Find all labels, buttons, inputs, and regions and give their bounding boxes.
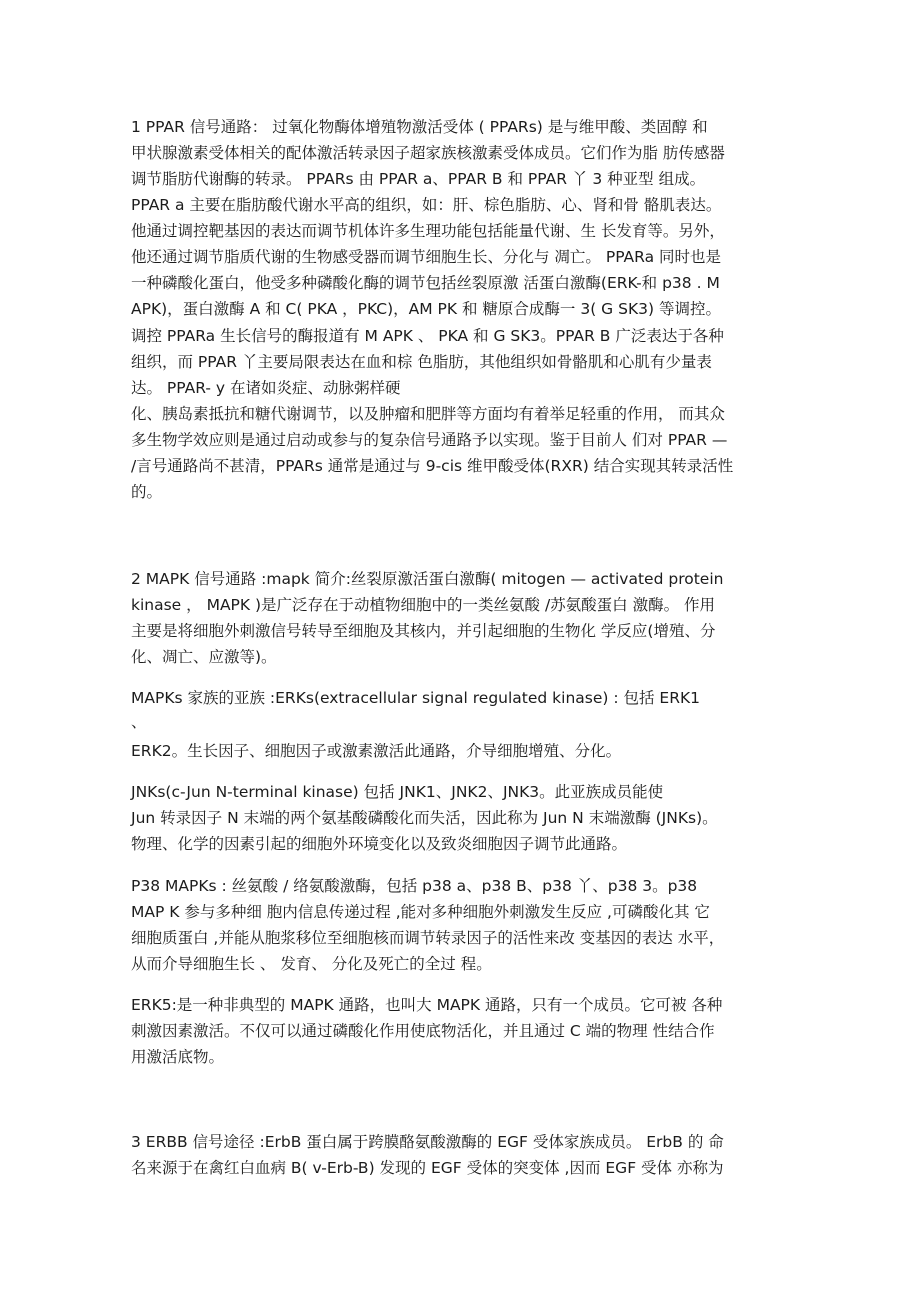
text-line: kinase ， MAPK )是广泛存在于动植物细胞中的一类丝氨酸 /苏氨酸蛋白 激酶。 作用	[131, 596, 716, 614]
text-line: 他通过调控靶基因的表达而调节机体许多生理功能包括能量代谢、生 长发育等。另外，	[131, 222, 725, 240]
text-line: 从而介导细胞生长 、 发育、 分化及死亡的全过 程。	[131, 955, 492, 973]
text-line: 达。 PPAR- y 在诸如炎症、动脉粥样硬	[131, 379, 401, 397]
text-line: /言号通路尚不甚清，PPARs 通常是通过与 9-cis 维甲酸受体(RXR) 结合实现其转录活性	[131, 457, 734, 475]
text-line: 化、凋亡、应激等)。	[131, 648, 277, 666]
text-line: 1 PPAR 信号通路： 过氧化物酶体增殖物激活受体 ( PPARs) 是与维甲酸、类固醇 和	[131, 118, 708, 136]
text-line: ERK5:是一种非典型的 MAPK 通路，也叫大 MAPK 通路，只有一个成员。它可被 各种	[131, 996, 723, 1014]
text-line: JNKs(c-Jun N-terminal kinase) 包括 JNK1、JNK2、JNK3。此亚族成员能使	[131, 783, 664, 801]
text-line: 一种磷酸化蛋白，他受多种磷酸化酶的调节包括丝裂原激 活蛋白激酶(ERK-和 p38 . M	[131, 274, 720, 292]
text-line: 调节脂肪代谢酶的转录。 PPARs 由 PPAR a、PPAR B 和 PPAR 丫 3 种亚型 组成。	[131, 170, 706, 188]
text-line: 用激活底物。	[131, 1048, 225, 1066]
text-line: Jun 转录因子 N 末端的两个氨基酸磷酸化而失活，因此称为 Jun N 末端激酶 (JNKs)。	[131, 809, 718, 827]
text-line: 刺激因素激活。不仅可以通过磷酸化作用使底物活化，并且通过 C 端的物理 性结合作	[131, 1022, 715, 1040]
text-line: 的。	[131, 483, 163, 501]
text-line: 物理、化学的因素引起的细胞外环境变化以及致炎细胞因子调节此通路。	[131, 835, 628, 853]
text-line: 组织，而 PPAR 丫主要局限表达在血和棕 色脂肪，其他组织如骨骼肌和心肌有少量表	[131, 353, 712, 371]
text-line: 多生物学效应则是通过启动或参与的复杂信号通路予以实现。鉴于目前人 们对 PPAR —	[131, 431, 728, 449]
text-line: ERK2。生长因子、细胞因子或激素激活此通路，介导细胞增殖、分化。	[131, 742, 622, 760]
text-line: 调控 PPARa 生长信号的酶报道有 M APK 、 PKA 和 G SK3。PPAR B 广泛表达于各种	[131, 327, 724, 345]
text-line: 甲状腺激素受体相关的配体激活转录因子超家族核激素受体成员。它们作为脂 肪传感器	[131, 144, 725, 162]
text-line: 主要是将细胞外刺激信号转导至细胞及其核内，并引起细胞的生物化 学反应(增殖、分	[131, 622, 716, 640]
text-line: 他还通过调节脂质代谢的生物感受器而调节细胞生长、分化与 凋亡。 PPARa 同时也是	[131, 248, 722, 266]
text-line: PPAR a 主要在脂肪酸代谢水平高的组织，如：肝、棕色脂肪、心、肾和骨 骼肌表达。	[131, 196, 722, 214]
text-line: 化、胰岛素抵抗和糖代谢调节，以及肿瘤和肥胖等方面均有着举足轻重的作用， 而其众	[131, 405, 725, 423]
text-line: 名来源于在禽红白血病 B( v-Erb-B) 发现的 EGF 受体的突变体 ,因而 EGF 受体 亦称为	[131, 1159, 724, 1177]
text-line: APK)，蛋白激酶 A 和 C( PKA ，PKC)，AM PK 和 糖原合成酶一 3( G SK3) 等调控。	[131, 300, 721, 318]
text-line: P38 MAPKs : 丝氨酸 / 络氨酸激酶，包括 p38 a、p38 B、p38 丫、p38 3。p38	[131, 877, 698, 895]
text-line: MAP K 参与多种细 胞内信息传递过程 ,能对多种细胞外刺激发生反应 ,可磷酸化其 它	[131, 903, 710, 921]
text-line: 2 MAPK 信号通路 :mapk 简介:丝裂原激活蛋白激酶( mitogen — activated protein	[131, 570, 724, 588]
text-line: MAPKs 家族的亚族 :ERKs(extracellular signal regulated kinase) : 包括 ERK1	[131, 689, 701, 707]
text-line: 、	[131, 713, 147, 731]
text-line: 3 ERBB 信号途径 :ErbB 蛋白属于跨膜酪氨酸激酶的 EGF 受体家族成员。 ErbB 的 命	[131, 1133, 724, 1151]
text-line: 细胞质蛋白 ,并能从胞浆移位至细胞核而调节转录因子的活性来改 变基因的表达 水平，	[131, 929, 725, 947]
